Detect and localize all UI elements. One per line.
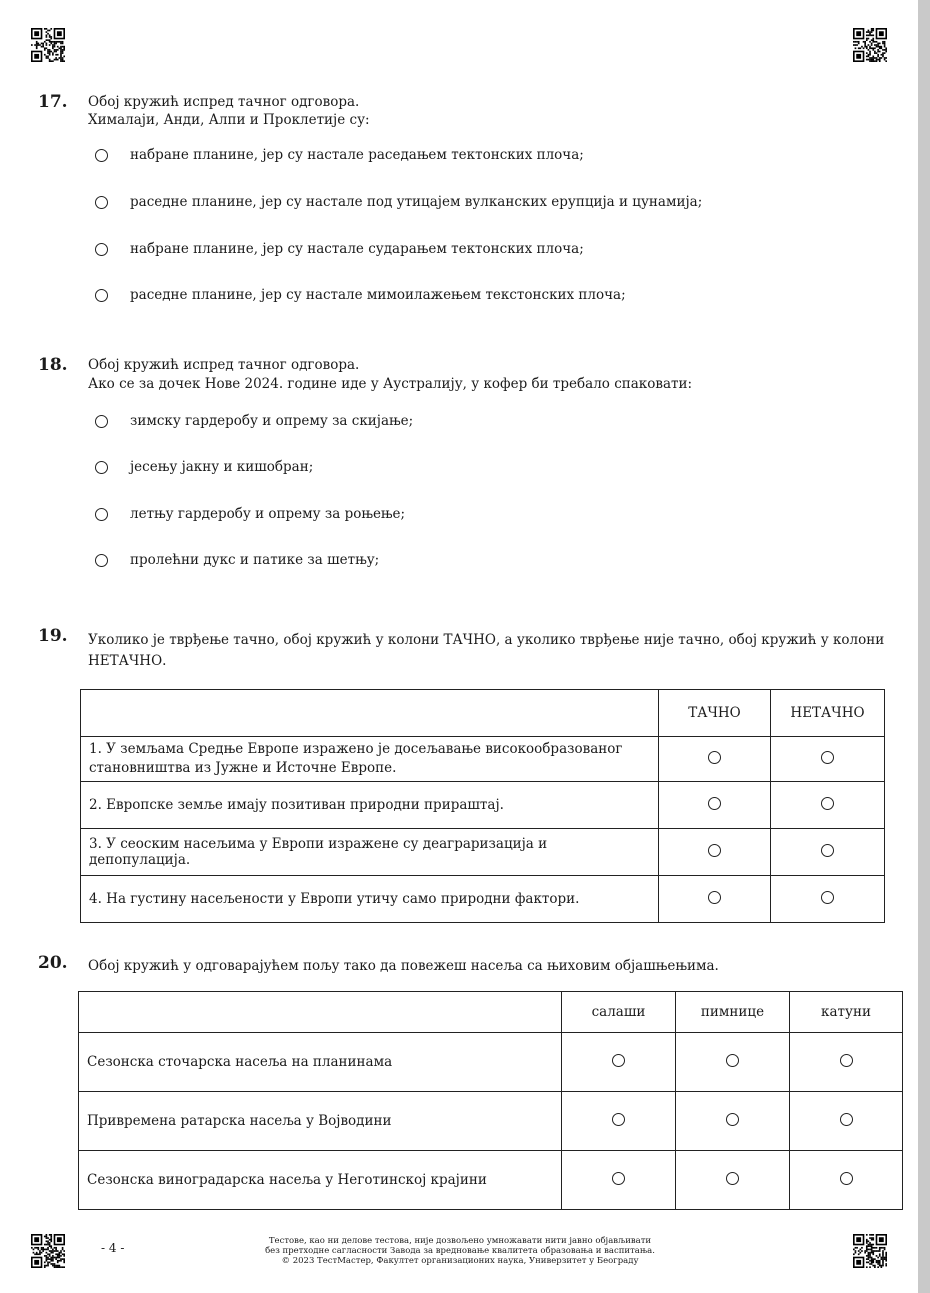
copyright-note <box>220 1236 700 1266</box>
radio-circle[interactable] <box>95 415 108 428</box>
table-header-description <box>79 992 562 1033</box>
false-cell[interactable] <box>771 876 885 923</box>
option-label: набране планине, јер су настале сударањем тектонских плоча; <box>130 241 584 257</box>
option-label: зимску гардеробу и опрему за скијање; <box>130 413 414 429</box>
description-cell: Сезонска виноградарска насеља у Неготинској крајини <box>79 1151 562 1210</box>
qr-code-bottom-left <box>31 1234 65 1268</box>
question-17-instruction: Обој кружић испред тачног одговора. <box>88 94 360 110</box>
radio-circle[interactable] <box>95 554 108 567</box>
table-header-pimnice: пимнице <box>676 992 790 1033</box>
radio-circle[interactable] <box>95 149 108 162</box>
radio-circle[interactable] <box>726 1113 739 1126</box>
statement-cell <box>81 737 659 782</box>
true-cell[interactable] <box>659 737 771 782</box>
table-row <box>81 782 885 829</box>
choice-cell[interactable] <box>790 1151 903 1210</box>
copyright-line: без претходне сагласности Завода за вредновање квалитета образовања и васпитања. <box>265 1246 655 1256</box>
true-cell[interactable] <box>659 829 771 876</box>
question-19-instruction-line2: НЕТАЧНО. <box>88 653 167 669</box>
option-label: раседне планине, јер су настале под утицајем вулканских ерупција и цунамија; <box>130 194 703 210</box>
table-header-false: НЕТАЧНО <box>771 690 885 737</box>
statement-cell: 2. Европске земље имају позитиван природни прираштај. <box>81 782 659 829</box>
radio-circle[interactable] <box>612 1054 625 1067</box>
question-18-option[interactable] <box>95 410 413 432</box>
statement-cell: 3. У сеоским насељима у Европи изражене су деаграризација и депопулација. <box>81 829 659 876</box>
radio-circle[interactable] <box>95 196 108 209</box>
question-19-table <box>80 689 885 923</box>
question-18-number: 18. <box>38 355 68 375</box>
table-header-katuni: катуни <box>790 992 903 1033</box>
radio-circle[interactable] <box>840 1172 853 1185</box>
option-label: летњу гардеробу и опрему за роњење; <box>130 506 406 522</box>
radio-circle[interactable] <box>726 1054 739 1067</box>
choice-cell[interactable] <box>676 1033 790 1092</box>
question-18-option[interactable] <box>95 549 379 571</box>
qr-code-bottom-right <box>853 1234 887 1268</box>
question-18-option[interactable] <box>95 456 313 478</box>
copyright-line: Тестове, као ни делове тестова, није дозвољено умножавати нити јавно објављивати <box>268 1236 652 1246</box>
table-row <box>79 1092 903 1151</box>
choice-cell[interactable] <box>562 1092 676 1151</box>
question-17-option[interactable] <box>95 238 584 260</box>
statement-cell: 4. На густину насељености у Европи утичу само природни фактори. <box>81 876 659 923</box>
radio-circle[interactable] <box>95 243 108 256</box>
false-cell[interactable] <box>771 782 885 829</box>
option-label: јесењу јакну и кишобран; <box>130 459 314 475</box>
radio-circle[interactable] <box>726 1172 739 1185</box>
choice-cell[interactable] <box>790 1092 903 1151</box>
question-17-option[interactable] <box>95 144 584 166</box>
question-18-instruction: Обој кружић испред тачног одговора. <box>88 357 360 373</box>
question-17-text: Хималаји, Анди, Алпи и Проклетије су: <box>88 112 370 128</box>
table-header-row <box>79 992 903 1033</box>
radio-circle[interactable] <box>708 844 721 857</box>
table-header-true: ТАЧНО <box>659 690 771 737</box>
radio-circle[interactable] <box>840 1054 853 1067</box>
table-row <box>79 1151 903 1210</box>
table-header-statement <box>81 690 659 737</box>
question-19-number: 19. <box>38 626 68 646</box>
false-cell[interactable] <box>771 829 885 876</box>
table-row <box>81 829 885 876</box>
radio-circle[interactable] <box>708 797 721 810</box>
choice-cell[interactable] <box>562 1151 676 1210</box>
false-cell[interactable] <box>771 737 885 782</box>
true-cell[interactable] <box>659 876 771 923</box>
radio-circle[interactable] <box>821 891 834 904</box>
radio-circle[interactable] <box>708 891 721 904</box>
radio-circle[interactable] <box>708 751 721 764</box>
radio-circle[interactable] <box>821 844 834 857</box>
table-row <box>79 1033 903 1092</box>
option-label: набране планине, јер су настале раседањем тектонских плоча; <box>130 147 584 163</box>
choice-cell[interactable] <box>676 1151 790 1210</box>
radio-circle[interactable] <box>821 751 834 764</box>
page-edge-shadow <box>918 0 930 1293</box>
question-17-option[interactable] <box>95 284 626 306</box>
radio-circle[interactable] <box>612 1172 625 1185</box>
choice-cell[interactable] <box>562 1033 676 1092</box>
page-number: - 4 - <box>101 1241 125 1255</box>
radio-circle[interactable] <box>840 1113 853 1126</box>
question-18-text: Ако се за дочек Нове 2024. године иде у Аустралију, у кофер би требало спаковати: <box>88 376 693 392</box>
statement-line: становништва из Јужне и Источне Европе. <box>89 760 397 776</box>
question-20-table <box>78 991 903 1210</box>
qr-code-top-right <box>853 28 887 62</box>
true-cell[interactable] <box>659 782 771 829</box>
question-19-instruction-line1: Уколико је тврђење тачно, обој кружић у колони ТАЧНО, а уколико тврђење није тачно, обој кружић у колони <box>88 632 885 648</box>
qr-code-top-left <box>31 28 65 62</box>
question-17-option[interactable] <box>95 191 702 213</box>
description-cell: Привремена ратарска насеља у Војводини <box>79 1092 562 1151</box>
question-18-option[interactable] <box>95 503 405 525</box>
copyright-line: © 2023 ТестМастер, Факултет организационих наука, Универзитет у Београду <box>281 1256 639 1266</box>
table-row <box>81 737 885 782</box>
option-label: пролећни дукс и патике за шетњу; <box>130 552 380 568</box>
radio-circle[interactable] <box>612 1113 625 1126</box>
option-label: раседне планине, јер су настале мимоилажењем текстонских плоча; <box>130 287 626 303</box>
radio-circle[interactable] <box>821 797 834 810</box>
radio-circle[interactable] <box>95 508 108 521</box>
description-cell: Сезонска сточарска насеља на планинама <box>79 1033 562 1092</box>
choice-cell[interactable] <box>676 1092 790 1151</box>
question-20-instruction: Обој кружић у одговарајућем пољу тако да повежеш насеља са њиховим објашњењима. <box>88 958 719 974</box>
question-17-number: 17. <box>38 92 68 112</box>
question-20-number: 20. <box>38 953 68 973</box>
table-header-row <box>81 690 885 737</box>
statement-line: 1. У земљама Средње Европе изражено је досељавање високообразованог <box>89 741 623 757</box>
choice-cell[interactable] <box>790 1033 903 1092</box>
radio-circle[interactable] <box>95 289 108 302</box>
table-row <box>81 876 885 923</box>
table-header-salasi: салаши <box>562 992 676 1033</box>
radio-circle[interactable] <box>95 461 108 474</box>
